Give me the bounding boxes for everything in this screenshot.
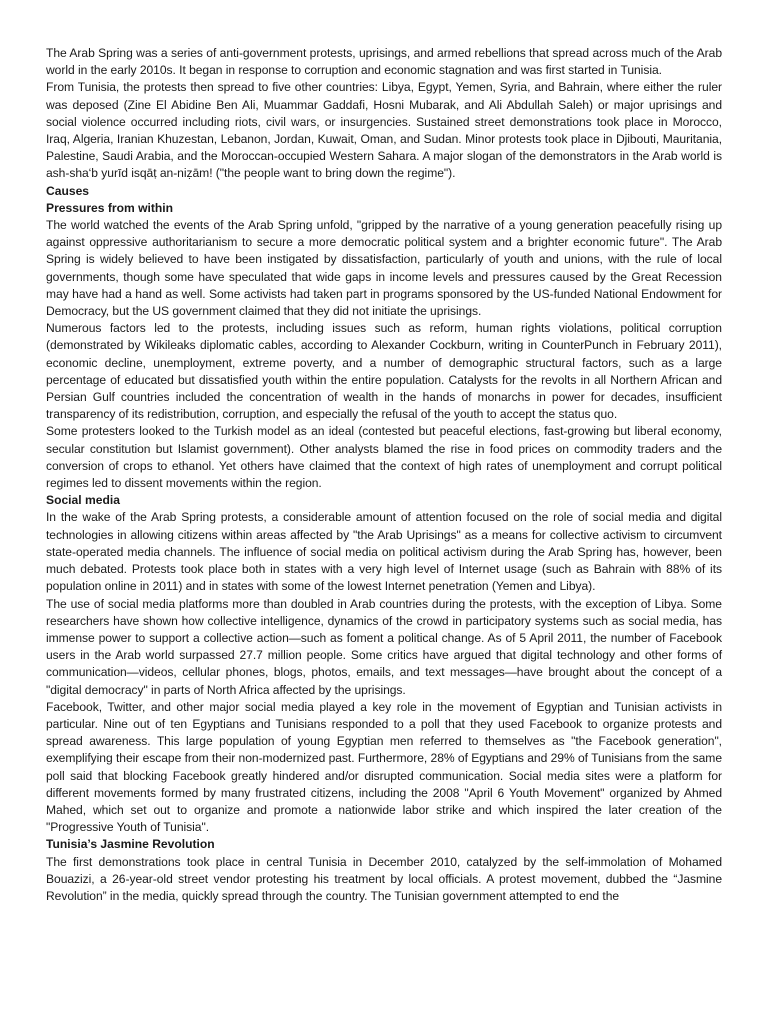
heading-causes: Causes: [46, 183, 90, 198]
factors-paragraph: Numerous factors led to the protests, including issues such as reform, human rights violations, political corruption (demonstrated by Wikileaks diplomatic cables, according to Alexander Cockburn, writing in CounterPunch in February 2011), economic decline, unemployment, extreme poverty, and a number of demographic structural factors, such as a large percentage of educated but dissatisfied youth within the entire population. Catalysts for the revolts in all Northern African and Persian Gulf countries included the concentration of wealth in the hands of monarchs in power for decades, insufficient transparency of its redistribution, corruption, and especially the refusal of the youth to accept the status quo.: [46, 321, 722, 422]
pressures-paragraph: The world watched the events of the Arab Spring unfold, "gripped by the narrative of a young generation peacefully rising up against oppressive authoritarianism to secure a more democratic political system and a brighter economic future". The Arab Spring is widely believed to have been instigated by dissatisfaction, particularly of youth and unions, with the rule of local governments, though some have speculated that wide gaps in income levels and pressures caused by the Great Recession may have had a hand as well. Some activists had taken part in programs sponsored by the US-funded National Endowment for Democracy, but the US government claimed that they did not initiate the uprisings.: [46, 218, 722, 319]
intro-paragraph: The Arab Spring was a series of anti-government protests, uprisings, and armed rebellions that spread across much of the Arab world in the early 2010s. It began in response to corruption and economic stagnation and was first started in Tunisia.: [46, 46, 722, 78]
document-page: [46, 45, 722, 905]
social-media-paragraph-3: Facebook, Twitter, and other major social media played a key role in the movement of Egyptian and Tunisian activists in particular. Nine out of ten Egyptians and Tunisians responded to a poll that they used Facebook to organize protests and spread awareness. This large population of young Egyptian men referred to themselves as "the Facebook generation", exemplifying their escape from their non-modernized past. Furthermore, 28% of Egyptians and 29% of Tunisians from the same poll said that blocking Facebook greatly hindered and/or disrupted communication. Social media sites were a platform for different movements formed by many frustrated citizens, including the 2008 "April 6 Youth Movement" organized by Ahmed Mahed, which set out to organize and promote a nationwide labor strike and which inspired the later creation of the "Progressive Youth of Tunisia".: [46, 699, 722, 835]
spread-paragraph: From Tunisia, the protests then spread to five other countries: Libya, Egypt, Yemen, Syria, and Bahrain, where either the ruler was deposed (Zine El Abidine Ben Ali, Muammar Gaddafi, Hosni Mubarak, and Ali Abdullah Saleh) or major uprisings and social violence occurred including riots, civil wars, or insurgencies. Sustained street demonstrations took place in Morocco, Iraq, Algeria, Iranian Khuzestan, Lebanon, Jordan, Kuwait, Oman, and Sudan. Minor protests took place in Djibouti, Mauritania, Palestine, Saudi Arabia, and the Moroccan-occupied Western Sahara. A major slogan of the demonstrators in the Arab world is ash-sha‘b yurīd isqāṭ an-niẓām! ("the people want to bring down the regime").: [46, 80, 722, 181]
turkish-model-paragraph: Some protesters looked to the Turkish model as an ideal (contested but peaceful elections, fast-growing but liberal economy, secular constitution but Islamist government). Other analysts blamed the rise in food prices on commodity traders and the conversion of crops to ethanol. Yet others have claimed that the context of high rates of unemployment and corrupt political regimes led to dissent movements within the region.: [46, 424, 722, 491]
heading-pressures: Pressures from within: [46, 200, 174, 215]
social-media-paragraph-2: The use of social media platforms more than doubled in Arab countries during the protests, with the exception of Libya. Some researchers have shown how collective intelligence, dynamics of the crowd in participatory systems such as social media, has immense power to support a collective action—such as foment a political change. As of 5 April 2011, the number of Facebook users in the Arab world surpassed 27.7 million people. Some critics have argued that digital technology and other forms of communication—videos, cellular phones, blogs, photos, emails, and text messages—have brought about the concept of a "digital democracy" in parts of North Africa affected by the uprisings.: [46, 596, 722, 697]
heading-jasmine-revolution: Tunisia’s Jasmine Revolution: [46, 837, 215, 852]
social-media-paragraph-1: In the wake of the Arab Spring protests, a considerable amount of attention focused on the role of social media and digital technologies in allowing citizens within areas affected by "the Arab Uprisings" as a means for collective activism to circumvent state-operated media channels. The influence of social media on political activism during the Arab Spring has, however, been much debated. Protests took place both in states with a very high level of Internet usage (such as Bahrain with 88% of its population online in 2011) and in states with some of the lowest Internet penetration (Yemen and Libya).: [46, 510, 722, 594]
jasmine-paragraph: The first demonstrations took place in central Tunisia in December 2010, catalyzed by the self-immolation of Mohamed Bouazizi, a 26-year-old street vendor protesting his treatment by local officials. A protest movement, dubbed the “Jasmine Revolution” in the media, quickly spread through the country. The Tunisian government attempted to end the: [46, 854, 722, 903]
heading-social-media: Social media: [46, 493, 120, 508]
